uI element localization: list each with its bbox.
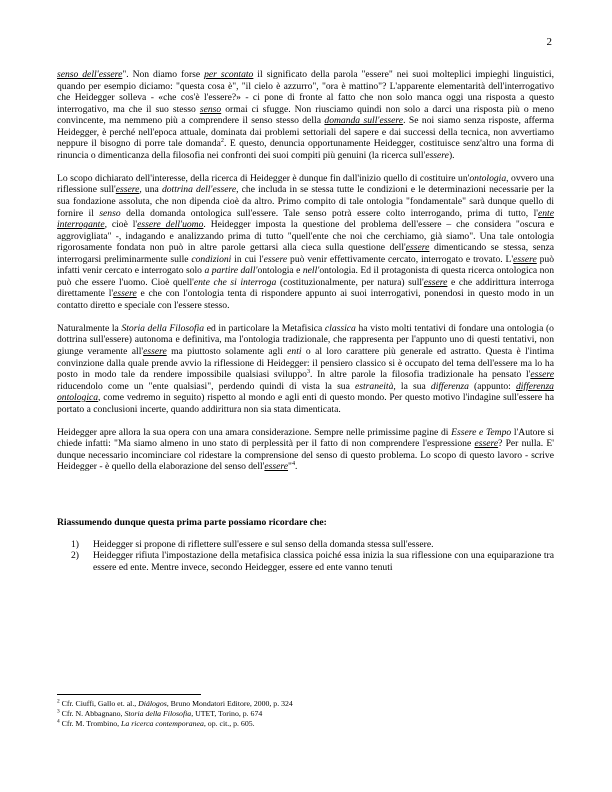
text-run: essere [98, 69, 123, 80]
text-run: . In altre parole la filosofia tradizionale ha pensato l' [310, 369, 531, 381]
text-run: . [295, 461, 298, 473]
footnote-text: Cfr. Ciuffi, Gallo et. al., [59, 699, 139, 708]
text-run: essere [264, 461, 289, 473]
text-run: , cioè l' [104, 219, 138, 231]
text-run: enti [287, 346, 302, 358]
footnote-title: Storia della Filosofia [124, 709, 192, 719]
text-run: essere [143, 346, 167, 358]
list-item-text: Heidegger si propone di riflettere sull'essere e sul senso della domanda stessa sull'essere. [93, 538, 434, 550]
footnote-title: La ricerca contemporanea [121, 719, 204, 729]
paragraph-4 [57, 427, 554, 473]
text-run: nell' [302, 265, 320, 277]
text-run: essere [263, 253, 288, 265]
text-run: , la sua [393, 380, 431, 392]
text-run: ha visto molti tentativi di fondare una ontologia (o dottrina sull'essere) autonoma e definitiva, ma l'ontologia tradizionale, che rappresenta per l'appunto uno di questi tentativi, non giunge veramente all' [57, 322, 554, 358]
text-run: ontologia. Ed il protagonista di questa ricerca ontologica non può che essere l'uomo. Cioè quell' [57, 265, 555, 288]
text-run: ontologia e [257, 265, 303, 277]
footnote-text: , UTET, Torino, p. 674 [191, 709, 263, 719]
footnote [57, 719, 554, 729]
text-run: Heidegger apre allora la sua opera con una amara considerazione. Sempre nelle primissime pagine di [57, 426, 452, 438]
footnote-text: , op. cit., p. 605. [203, 719, 255, 729]
footnote-ref[interactable]: 2 [220, 137, 224, 145]
text-run: dottrina dell'essere [161, 184, 237, 196]
text-run: , che includa in se stessa tutte le condizioni e le determinazioni necessarie per la sua fondazione assoluta, che non dipenda cioè da altro. Primo compito di tale ontologia "fondamentale" sarà dunque quello di fornire il [57, 184, 554, 219]
text-run: estraneità [355, 380, 394, 392]
text-run: , una [139, 184, 162, 196]
paragraph-1 [57, 69, 554, 161]
footnote-number: 2 [57, 698, 60, 705]
text-run: Storia della Filosofia [121, 322, 205, 334]
footnote-text: Cfr. N. Abbagnano, [59, 709, 125, 719]
text-run: della domanda ontologica sull'essere. Tale senso potrà essere colto interrogando, prima di tutto, l' [120, 207, 538, 219]
text-run: condizioni [191, 253, 232, 265]
footnote-number: 3 [57, 708, 60, 715]
text-run: classica [324, 322, 356, 334]
list-item-text: Heidegger rifiuta l'impostazione della metafisica classica poiché essa inizia la sua riflessione con una equiparazione tra essere ed ente. Mentre invece, secondo Heidegger, essere ed ente vanno tenuti [93, 550, 554, 573]
footnote-ref[interactable]: 4 [291, 460, 296, 468]
text-run: può venir effettivamente cercato, interrogato e trovato. L' [287, 253, 514, 265]
text-run: . Heidegger imposta la questione del problema dell'essere – che considera "oscura e aggrovigliata" -, indagando e analizzando prima di tutto "quell'ente che noi che cerchiamo, già siamo". Una tale ontologia rigorosamente fondata non può in altre parole gettarsi alla cieca sulla questione dell' [57, 219, 554, 254]
text-run: essere [513, 253, 537, 265]
text-run: Naturalmente la [57, 322, 122, 334]
footnote-title: Diálogos [138, 699, 167, 708]
text-run: essere [425, 149, 449, 161]
text-run: Lo scopo dichiarato dell'interesse, della ricerca di Heidegger è dunque fin dall'inizio quello di costituire un' [57, 172, 470, 184]
list-item [57, 550, 554, 573]
text-run: ente che si interroga [193, 276, 277, 288]
paragraph-gap [57, 311, 554, 323]
footnote [57, 709, 554, 719]
text-run: dimenticando se stessa, senza interrogarsi preliminarmente sulle [57, 242, 555, 265]
section-gap [57, 473, 554, 517]
footnote-separator [57, 694, 201, 695]
footnote-ref[interactable]: 3 [306, 367, 311, 375]
text-run: ma piuttosto solamente agli [166, 346, 288, 358]
text-run: senso [199, 103, 222, 115]
footnote-text: , Bruno Mondatori Editore, 2000, p. 324 [166, 699, 293, 708]
text-run: o al loro carattere più generale ed astratto. Questa è l'intima convinzione dalla quale prende avvio la riflessione di Heidegger: il pensiero classico si è occupato del tema dell'essere ma lo ha posto in modo tale da rendere impossibile qualsiasi sviluppo [57, 346, 554, 381]
text-run: senso [99, 207, 121, 219]
text-run: e che addirittura interroga direttamente l' [57, 276, 554, 300]
text-run: Essere e Tempo [451, 426, 512, 438]
text-run: (appunto: [468, 380, 516, 392]
paragraph-gap [57, 161, 554, 173]
list-number: 2) [71, 550, 79, 562]
text-run: a partire dall' [204, 265, 258, 277]
page-number: 2 [546, 36, 552, 48]
text-run: ente interrogante [57, 207, 554, 231]
text-run: ed in particolare la Metafisica [204, 322, 325, 334]
text-run: , ovvero una riflessione sull' [57, 172, 554, 196]
text-run: , come vedremo in seguito) rispetto al mondo e agli enti di questo mondo. Per questo motivo l'indagine sull'essere ha portato a conclusioni incerte, quando addirittura non sia stata dimenticata. [57, 392, 554, 415]
document-body [57, 69, 554, 573]
text-run: ). [448, 149, 455, 161]
paragraph-gap [57, 415, 554, 427]
text-run: in cui l' [231, 253, 264, 265]
text-run: essere [113, 288, 137, 300]
text-run: essere [115, 184, 140, 196]
text-run: può infatti venir cercato e interrogato solo [57, 253, 554, 277]
summary-list [57, 539, 554, 574]
text-run: essere [405, 242, 430, 254]
text-run: e che con l'ontologia tenta di rispondere appunto ai suoi interrogativi, ponendosi in questo modo in un contatto diretto e speciale con l'essere stesso. [57, 288, 554, 311]
paragraph-2 [57, 173, 554, 312]
text-run: senso dell' [57, 69, 99, 80]
text-run: ontologia [469, 172, 507, 184]
text-run: ormai ci sfugge. Non riusciamo quindi non solo a darci una risposta più o meno convincente, ma nemmeno più a comprendere il senso stesso della [57, 103, 554, 127]
footnote-number: 4 [57, 718, 60, 725]
list-number: 1) [71, 538, 79, 550]
text-run: differenza [430, 380, 469, 392]
text-run: per scontato [204, 69, 254, 80]
text-run: domanda sull'essere [324, 115, 404, 127]
text-run: riducendolo come un "ente qualsiasi", perdendo quindi di vista la sua [57, 380, 355, 392]
list-item [57, 539, 554, 551]
text-run: essere [423, 276, 448, 288]
text-run: essere [530, 369, 554, 381]
text-run: il significato della parola "essere" nei suoi molteplici impieghi linguistici, quando per esempio diciamo: "questa cosa è", "il cielo è azzurro", "ora è mattino"? L'apparente elementarità dell'interrogativo che Heidegger solleva - «che cos'è l'essere?» - ci pone di fronte al fatto che non solo manca oggi una risposta a questo interrogativo, ma che il suo stesso [57, 69, 554, 115]
footnotes [57, 699, 554, 730]
paragraph-3 [57, 323, 554, 415]
text-run: " [288, 461, 292, 473]
text-run: essere [474, 438, 499, 450]
text-run: l'Autore si chiede infatti: "Ma siamo almeno in uno stato di perplessità per il fatto di non comprendere l'espressione [57, 426, 555, 450]
footnote-text: Cfr. M. Trombino, [59, 719, 122, 729]
text-run: essere dell'uomo [137, 219, 204, 231]
summary-heading: Riassumendo dunque questa prima parte possiamo ricordare che: [57, 517, 327, 528]
text-run: . E questo, denuncia opportunamente Heidegger, costituisce senz'altro una forma di rinuncia o dimenticanza della filosofia nei confronti dei suoi compiti più genuini (la ricerca sull' [57, 138, 554, 161]
text-run: ? Per nulla. E' dunque necessario incominciare col ridestare la comprensione del senso di questo problema. Lo scopo di questo lavoro - scrive Heidegger - è quello della elaborazione del senso dell' [57, 438, 554, 473]
text-run: . Se noi siamo senza risposte, afferma Heidegger, è perché nell'epoca attuale, dominata dai problemi settoriali del sapere e dai successi della tecnica, non avvertiamo neppure il bisogno di porre tale domanda [57, 115, 554, 150]
text-run: (costituzionalmente, per natura) sull' [276, 276, 424, 288]
text-run: differenza ontologica [57, 380, 554, 404]
text-run: ". Non diamo forse [122, 69, 205, 80]
footnote [57, 699, 554, 709]
